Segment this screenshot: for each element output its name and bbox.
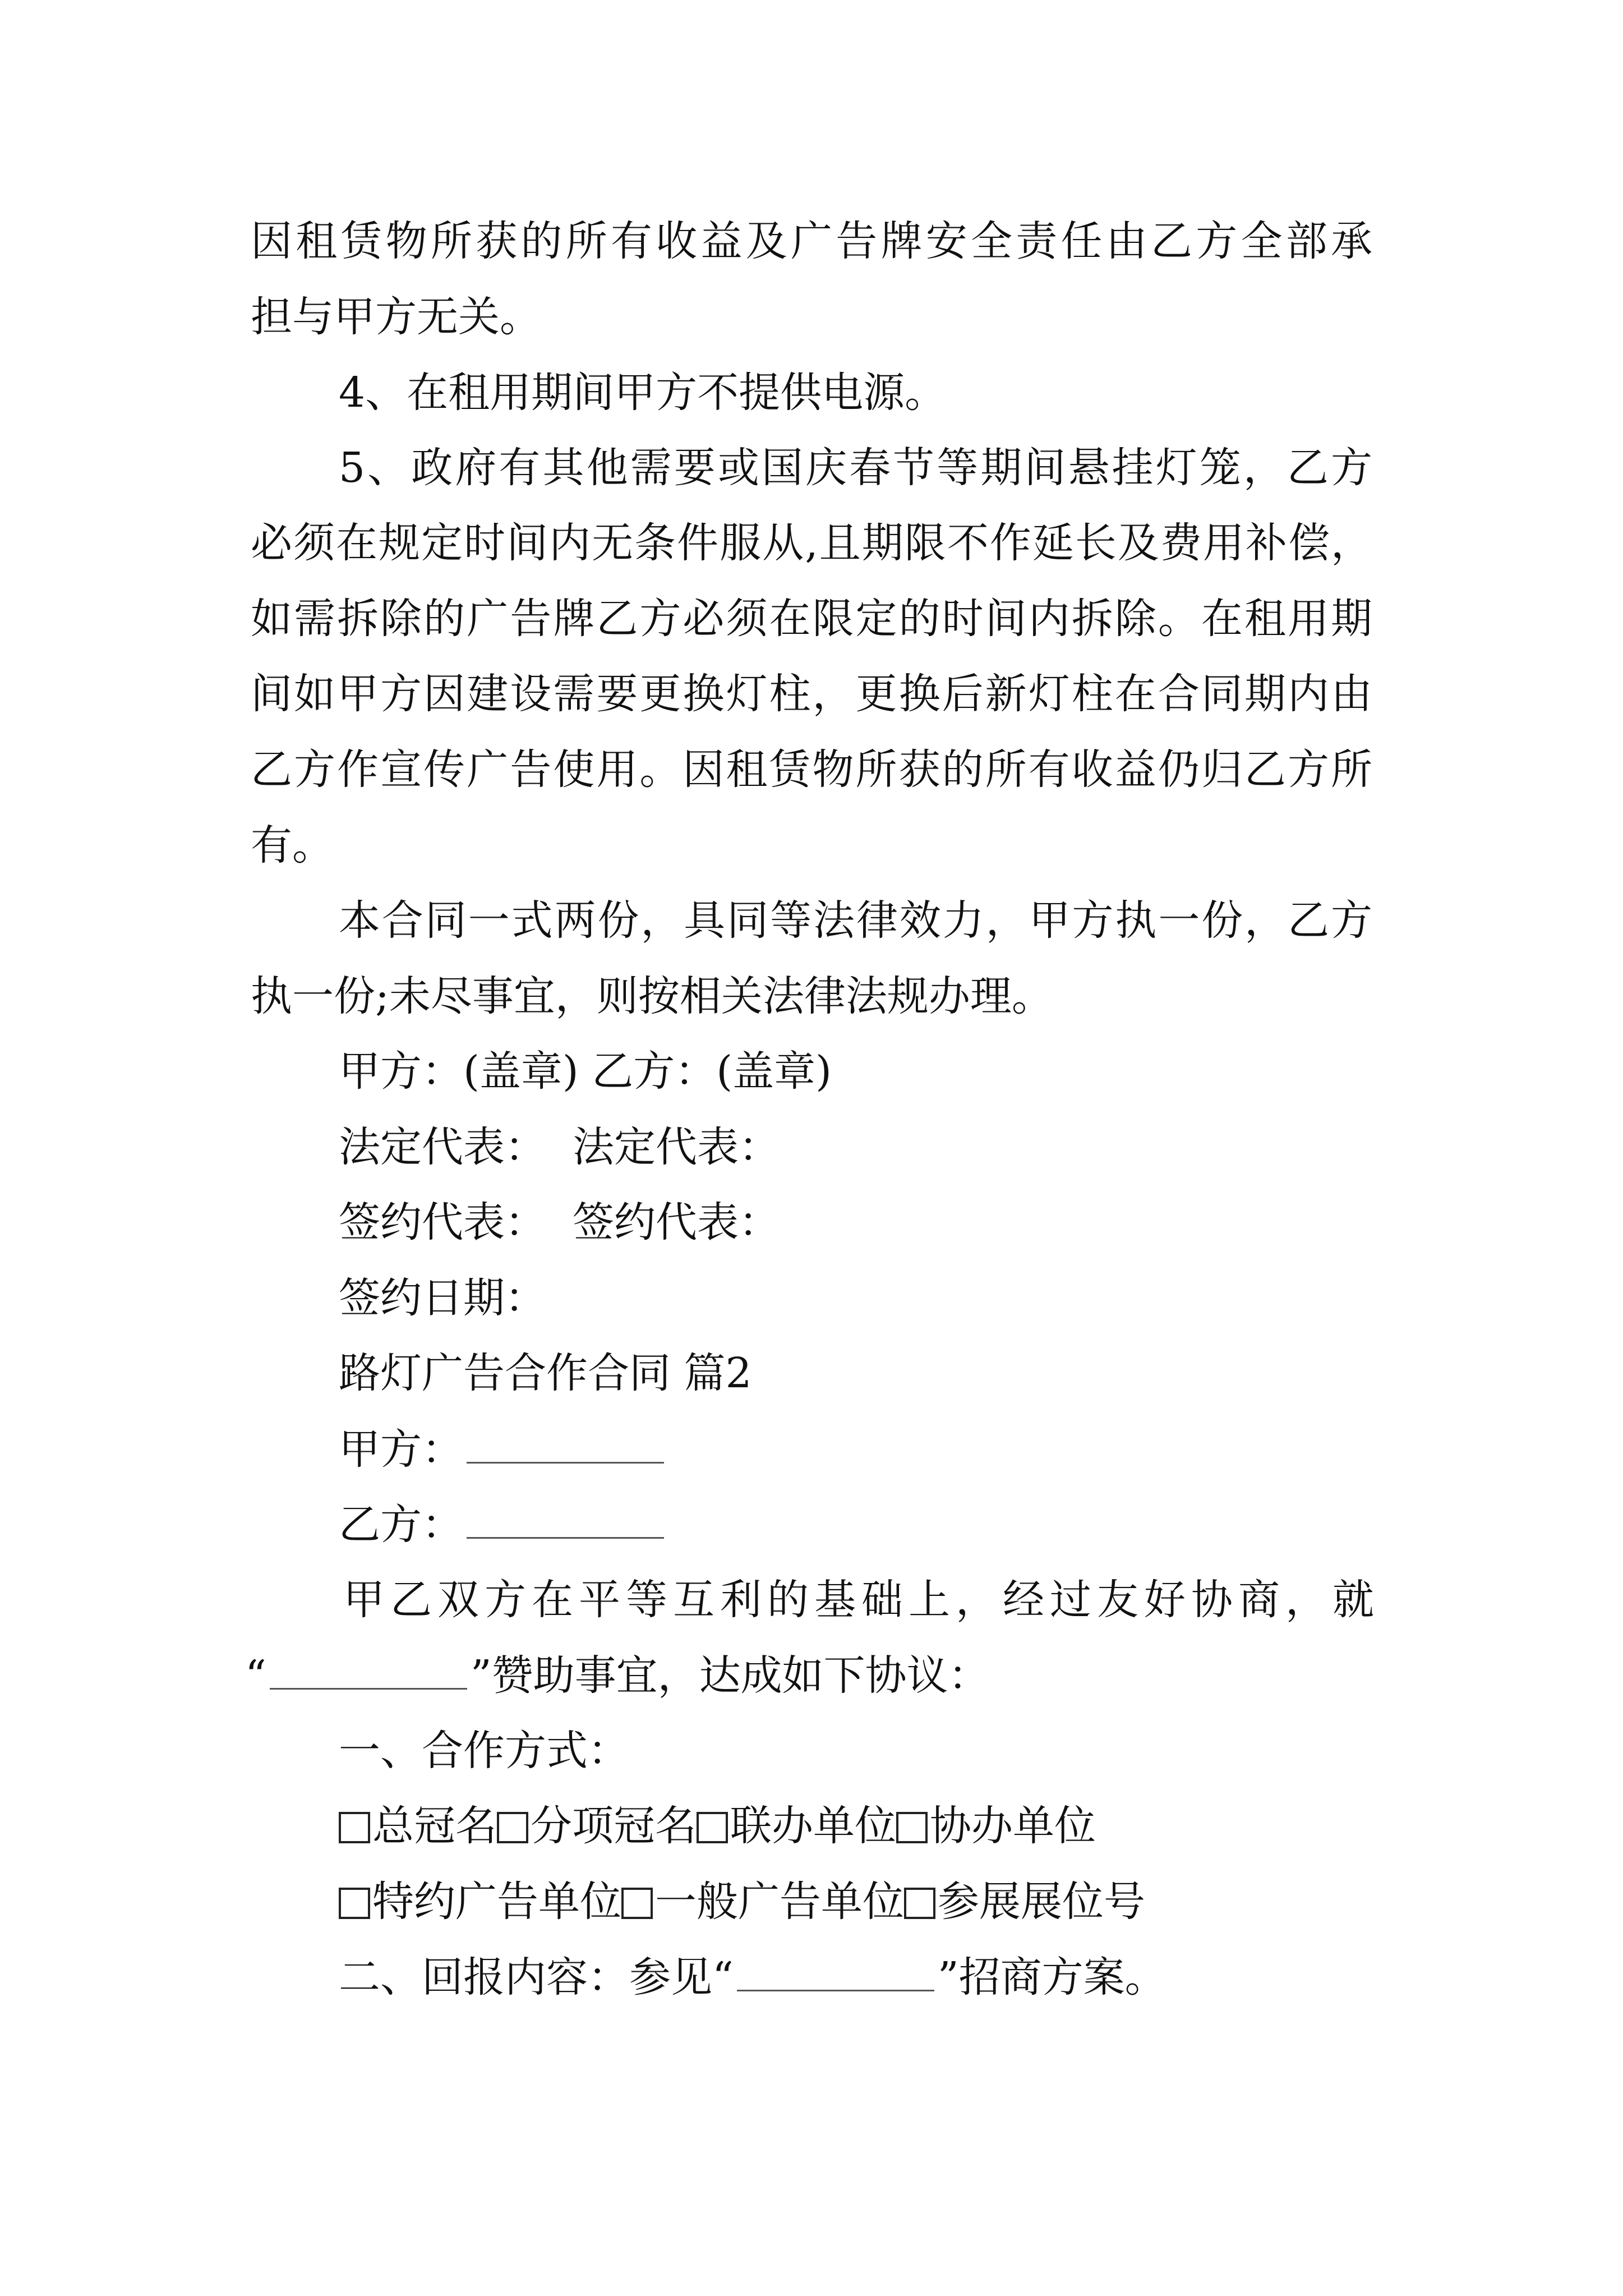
event-name-blank [270, 1654, 467, 1690]
plan-name-blank [737, 1956, 934, 1991]
intro-rest: ”赞助事宜，达成如下协议： [470, 1651, 990, 1700]
seal-line: 甲方：(盖章) 乙方：(盖章) [339, 1047, 832, 1096]
party-a-blank [467, 1428, 664, 1464]
reward-suffix: ”招商方案。 [937, 1953, 1166, 2001]
intro-line: 甲乙双方在平等互利的基础上，经过友好协商，就 [343, 1576, 1374, 1624]
paragraph-line: 因租赁物所获的所有收益及广告牌安全责任由乙方全部承 [251, 217, 1372, 265]
option-label: 一般广告单位 [655, 1878, 904, 1926]
checkbox[interactable] [697, 1812, 728, 1843]
section-title: 路灯广告合作合同 篇2 [339, 1349, 752, 1397]
intro-line [245, 1651, 990, 1700]
open-quote: “ [245, 1651, 266, 1700]
copies-paragraph-line: 执一份;未尽事宜，则按相关法律法规办理。 [251, 972, 1053, 1020]
checkbox[interactable] [339, 1812, 370, 1843]
option-label: 分项冠名 [531, 1802, 697, 1850]
reward-prefix: 二、回报内容：参见“ [339, 1953, 734, 2001]
party-a-line [339, 1425, 667, 1474]
option-label: 联办单位 [730, 1802, 896, 1850]
option-label: 特约广告单位 [372, 1878, 621, 1926]
party-b-blank [467, 1503, 664, 1539]
clause-4: 4、在租用期间甲方不提供电源。 [339, 369, 947, 417]
option-label: 总冠名 [372, 1802, 497, 1850]
copies-paragraph-line: 本合同一式两份，具同等法律效力，甲方执一份，乙方 [339, 896, 1372, 945]
party-b-line [339, 1501, 667, 1549]
checkbox[interactable] [497, 1812, 528, 1843]
options-row [339, 1878, 1145, 1926]
option-label: 参展展位号 [938, 1878, 1145, 1926]
clause-5-line: 有。 [251, 821, 334, 869]
party-b-label: 乙方： [339, 1501, 463, 1549]
options-row [339, 1802, 1096, 1850]
checkbox[interactable] [896, 1812, 928, 1843]
checkbox[interactable] [904, 1888, 935, 1919]
signing-date-line: 签约日期： [339, 1274, 546, 1322]
party-a-label: 甲方： [339, 1425, 463, 1474]
legal-representative-line: 法定代表： 法定代表： [339, 1123, 781, 1171]
signing-representative-line: 签约代表： 签约代表： [339, 1198, 781, 1246]
clause-5-line: 乙方作宣传广告使用。因租赁物所获的所有收益仍归乙方所 [251, 746, 1372, 794]
clause-5-line: 间如甲方因建设需要更换灯柱，更换后新灯柱在合同期内由 [251, 670, 1372, 718]
cooperation-heading: 一、合作方式： [339, 1727, 629, 1775]
checkbox[interactable] [339, 1888, 370, 1919]
clause-5-line: 必须在规定时间内无条件服从,且期限不作延长及费用补偿， [251, 519, 1372, 567]
option-label: 协办单位 [930, 1802, 1096, 1850]
clause-5-line: 5、政府有其他需要或国庆春节等期间悬挂灯笼，乙方 [339, 444, 1372, 492]
clause-5-line: 如需拆除的广告牌乙方必须在限定的时间内拆除。在租用期 [251, 595, 1372, 643]
paragraph-line: 担与甲方无关。 [251, 293, 541, 341]
checkbox[interactable] [621, 1888, 653, 1919]
reward-line [339, 1953, 1166, 2001]
